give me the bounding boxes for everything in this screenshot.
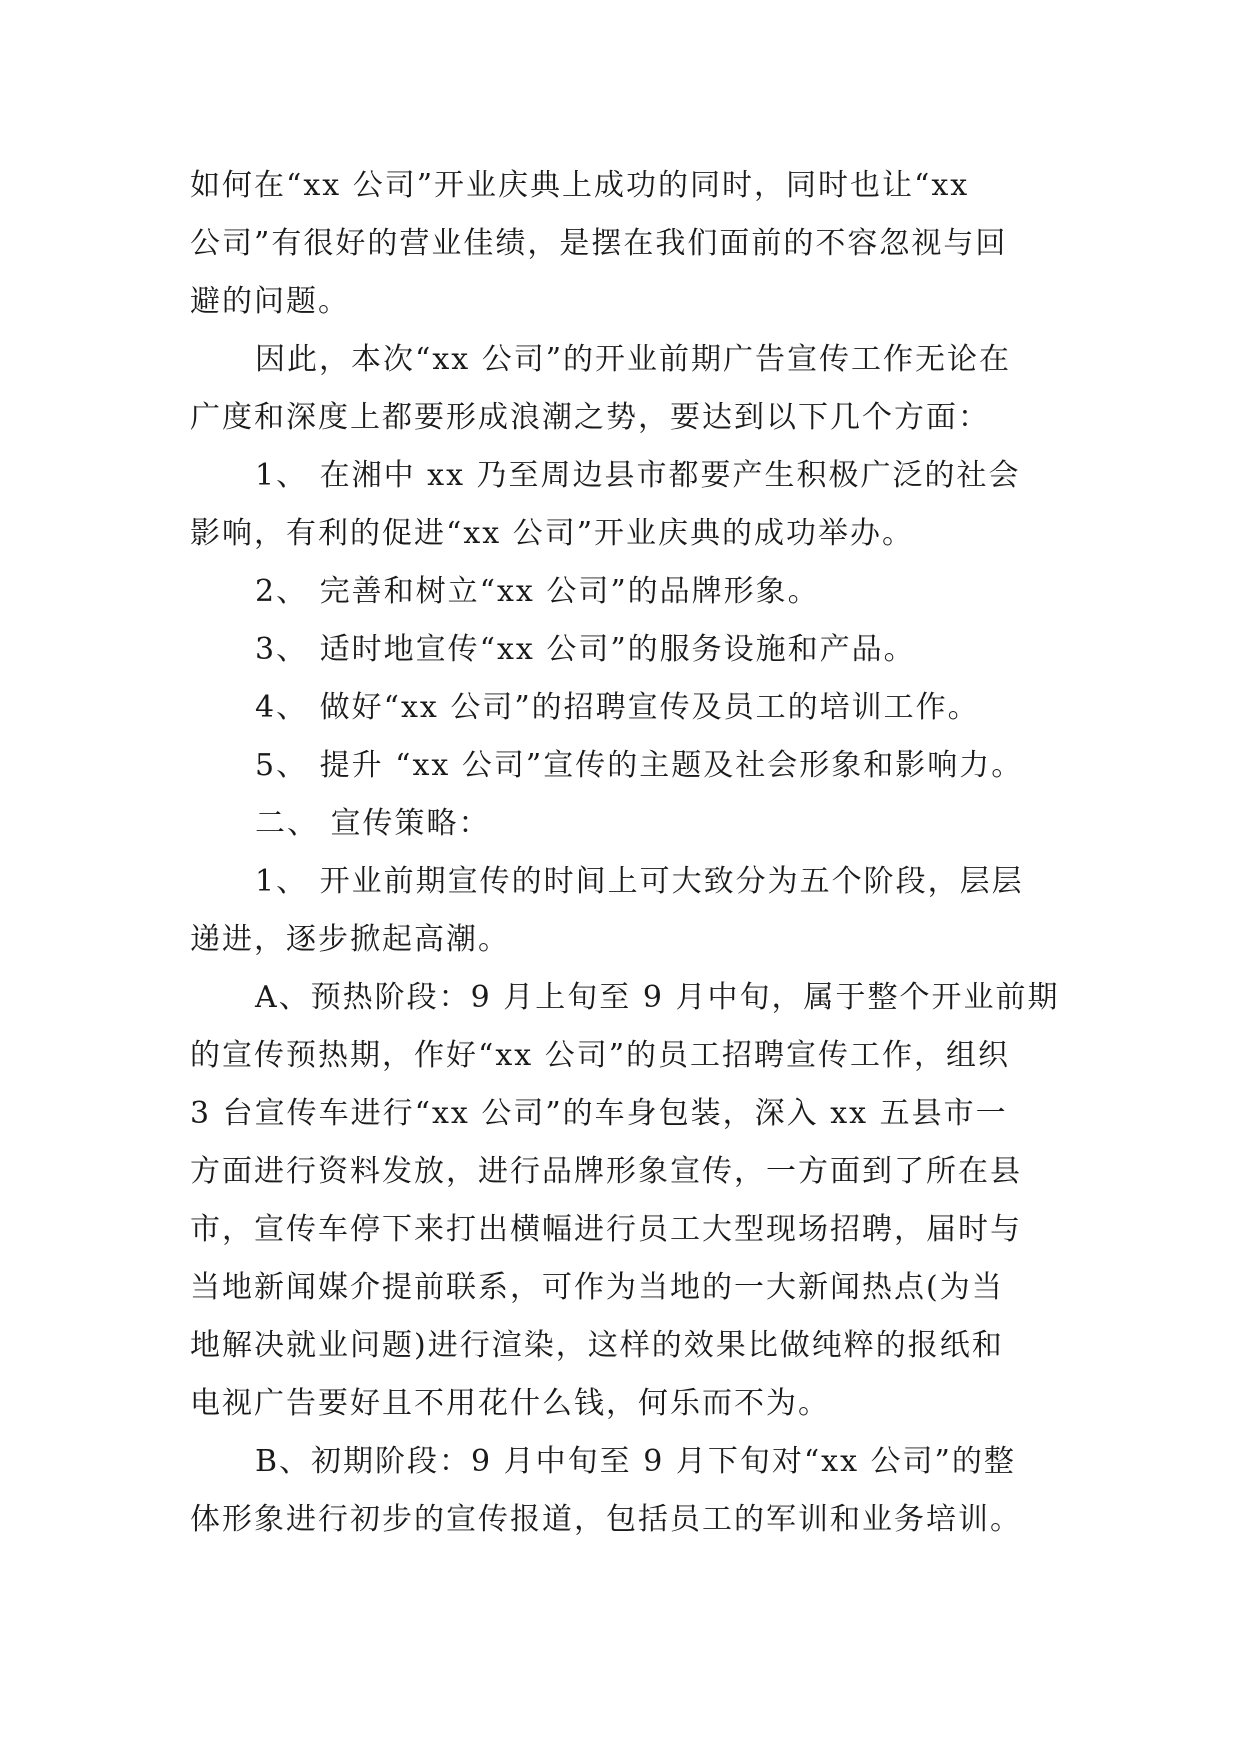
paragraph-first-line: A、预热阶段：9 月上旬至 9 月中旬，属于整个开业前期	[255, 980, 1060, 1015]
text-line: 影响，有利的促进“xx 公司”开业庆典的成功举办。	[190, 516, 915, 551]
text-line: 市，宣传车停下来打出横幅进行员工大型现场招聘，届时与	[190, 1212, 1022, 1247]
text-line: 递进，逐步掀起高潮。	[190, 922, 510, 957]
text-line: 公司”有很好的营业佳绩，是摆在我们面前的不容忽视与回	[190, 226, 1008, 261]
text-line: 电视广告要好且不用花什么钱，何乐而不为。	[190, 1386, 830, 1421]
paragraph-first-line: B、初期阶段：9 月中旬至 9 月下旬对“xx 公司”的整	[255, 1444, 1016, 1479]
text-line: 体形象进行初步的宣传报道，包括员工的军训和业务培训。	[190, 1502, 1022, 1537]
list-item: 4、 做好“xx 公司”的招聘宣传及员工的培训工作。	[255, 690, 980, 725]
list-item: 5、 提升 “xx 公司”宣传的主题及社会形象和影响力。	[255, 748, 1024, 783]
list-item: 2、 完善和树立“xx 公司”的品牌形象。	[255, 574, 820, 609]
list-item: 1、 开业前期宣传的时间上可大致分为五个阶段，层层	[255, 864, 1024, 899]
text-line: 避的问题。	[190, 284, 350, 319]
list-item: 3、 适时地宣传“xx 公司”的服务设施和产品。	[255, 632, 916, 667]
text-line: 地解决就业问题)进行渲染，这样的效果比做纯粹的报纸和	[190, 1328, 1004, 1363]
text-line: 如何在“xx 公司”开业庆典上成功的同时，同时也让“xx	[190, 168, 970, 203]
section-heading: 二、 宣传策略：	[255, 806, 491, 841]
text-line: 广度和深度上都要形成浪潮之势，要达到以下几个方面：	[190, 400, 990, 435]
paragraph-first-line: 因此，本次“xx 公司”的开业前期广告宣传工作无论在	[255, 342, 1012, 377]
text-line: 的宣传预热期，作好“xx 公司”的员工招聘宣传工作，组织	[190, 1038, 1011, 1073]
list-item: 1、 在湘中 xx 乃至周边县市都要产生积极广泛的社会	[255, 458, 1021, 493]
text-line: 当地新闻媒介提前联系，可作为当地的一大新闻热点(为当	[190, 1270, 1004, 1305]
text-line: 方面进行资料发放，进行品牌形象宣传，一方面到了所在县	[190, 1154, 1022, 1189]
text-line: 3 台宣传车进行“xx 公司”的车身包装，深入 xx 五县市一	[190, 1096, 1008, 1131]
